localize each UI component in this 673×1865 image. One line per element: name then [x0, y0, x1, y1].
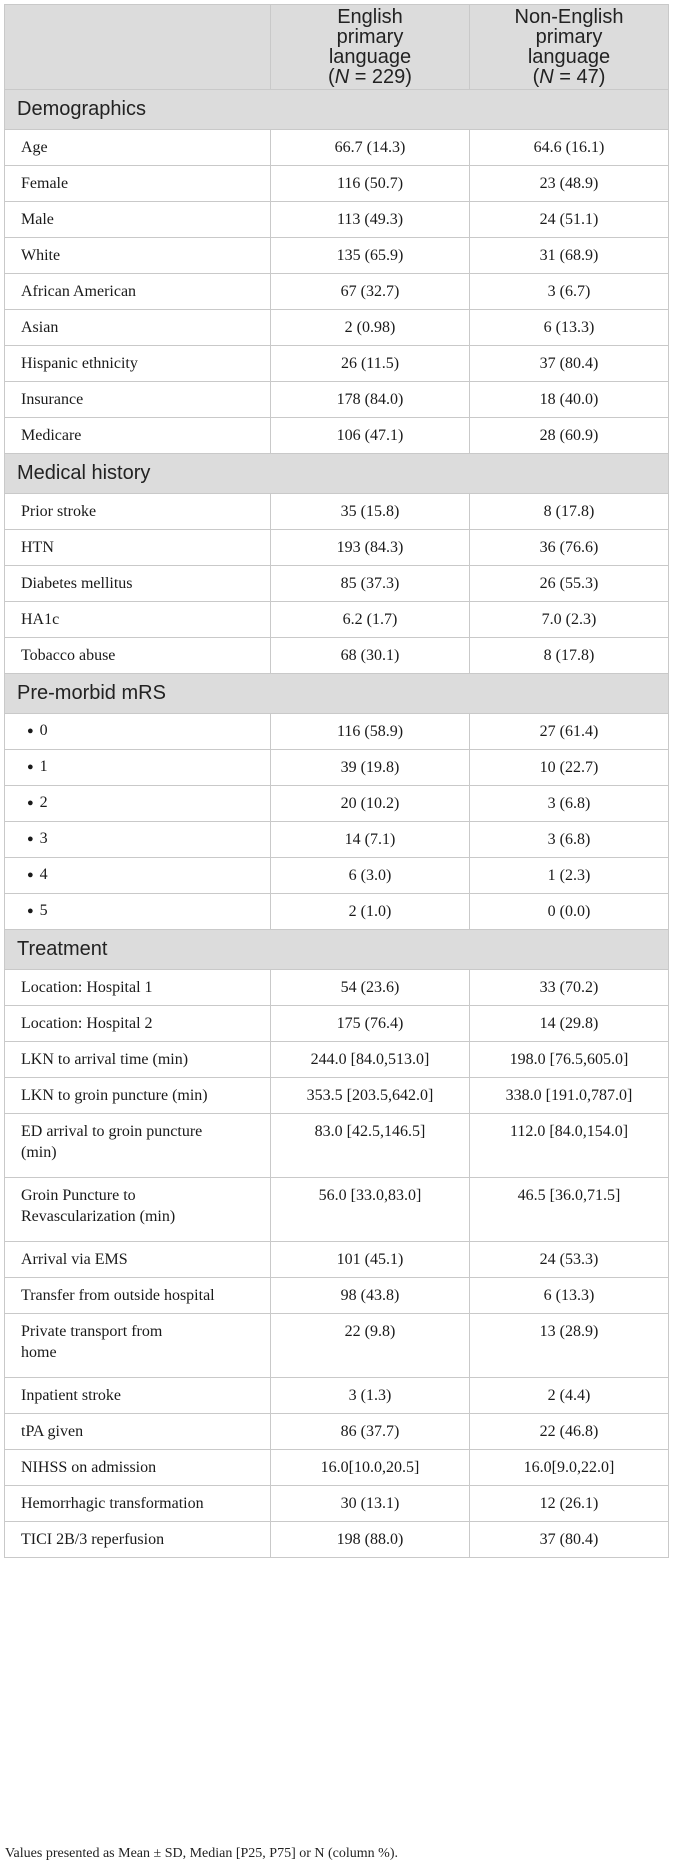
- table-row: [5, 1450, 669, 1486]
- section-treatment: [5, 930, 669, 970]
- value-non-english: 8 (17.8): [470, 494, 669, 530]
- header-english: [271, 5, 470, 90]
- row-label: African American: [5, 274, 271, 310]
- row-label: [5, 750, 271, 786]
- table-row: [5, 1042, 669, 1078]
- value-english: 101 (45.1): [271, 1242, 470, 1278]
- row-label: Female: [5, 166, 271, 202]
- mrs-score: 5: [39, 902, 48, 919]
- value-english: 86 (37.7): [271, 1414, 470, 1450]
- row-label-line1: ED arrival to groin puncture: [21, 1123, 203, 1140]
- row-label: White: [5, 238, 271, 274]
- row-label: Tobacco abuse: [5, 638, 271, 674]
- value-english: 14 (7.1): [271, 822, 470, 858]
- table-row: [5, 130, 669, 166]
- value-non-english: 46.5 [36.0,71.5]: [470, 1178, 669, 1242]
- bullet-icon: [27, 722, 40, 739]
- row-label: NIHSS on admission: [5, 1450, 271, 1486]
- row-label: TICI 2B/3 reperfusion: [5, 1522, 271, 1558]
- value-english: 106 (47.1): [271, 418, 470, 454]
- value-non-english: 6 (13.3): [470, 310, 669, 346]
- table-row: [5, 1114, 669, 1178]
- value-english: 39 (19.8): [271, 750, 470, 786]
- value-english: 116 (50.7): [271, 166, 470, 202]
- table-row: [5, 858, 669, 894]
- row-label: [5, 822, 271, 858]
- header-english-n-prefix: (: [328, 66, 335, 88]
- table-row: [5, 566, 669, 602]
- bullet-icon: [27, 902, 40, 919]
- header-non-english-line1: Non-English: [514, 6, 624, 28]
- table-row: [5, 714, 669, 750]
- value-non-english: 3 (6.8): [470, 786, 669, 822]
- header-english-n-symbol: N: [334, 66, 350, 88]
- value-english: 68 (30.1): [271, 638, 470, 674]
- row-label: HA1c: [5, 602, 271, 638]
- value-english: 178 (84.0): [271, 382, 470, 418]
- table-row: [5, 1078, 669, 1114]
- value-english: 35 (15.8): [271, 494, 470, 530]
- value-english: 26 (11.5): [271, 346, 470, 382]
- row-label-line2: (min): [21, 1144, 57, 1161]
- value-non-english: 10 (22.7): [470, 750, 669, 786]
- header-non-english: [470, 5, 669, 90]
- row-label: Asian: [5, 310, 271, 346]
- value-non-english: 22 (46.8): [470, 1414, 669, 1450]
- table-row: [5, 346, 669, 382]
- value-non-english: 14 (29.8): [470, 1006, 669, 1042]
- row-label: Location: Hospital 2: [5, 1006, 271, 1042]
- row-label: tPA given: [5, 1414, 271, 1450]
- value-non-english: 3 (6.7): [470, 274, 669, 310]
- table-footnote: Values presented as Mean ± SD, Median [P25, P75] or N (column %).: [5, 1846, 398, 1861]
- value-english: 244.0 [84.0,513.0]: [271, 1042, 470, 1078]
- header-non-english-n-symbol: N: [539, 66, 554, 88]
- value-english: 198 (88.0): [271, 1522, 470, 1558]
- row-label: Medicare: [5, 418, 271, 454]
- row-label-line1: Private transport from: [21, 1323, 163, 1340]
- row-label: HTN: [5, 530, 271, 566]
- value-non-english: 26 (55.3): [470, 566, 669, 602]
- value-english: 98 (43.8): [271, 1278, 470, 1314]
- value-english: 353.5 [203.5,642.0]: [271, 1078, 470, 1114]
- table-row: [5, 638, 669, 674]
- row-label: [5, 1314, 271, 1378]
- row-label: Hispanic ethnicity: [5, 346, 271, 382]
- mrs-score: 4: [39, 866, 48, 883]
- mrs-score: 0: [39, 722, 48, 739]
- table-row: [5, 1242, 669, 1278]
- row-label: Diabetes mellitus: [5, 566, 271, 602]
- header-blank-cell: [5, 5, 271, 90]
- section-title: Treatment: [5, 930, 669, 970]
- table-row: [5, 1314, 669, 1378]
- value-non-english: 198.0 [76.5,605.0]: [470, 1042, 669, 1078]
- mrs-score: 2: [39, 794, 48, 811]
- value-non-english: 36 (76.6): [470, 530, 669, 566]
- value-english: 83.0 [42.5,146.5]: [271, 1114, 470, 1178]
- table-row: [5, 382, 669, 418]
- table-row: [5, 970, 669, 1006]
- table-row: [5, 202, 669, 238]
- table-row: [5, 310, 669, 346]
- mrs-score: 3: [39, 830, 48, 847]
- header-non-english-n-prefix: (: [532, 66, 540, 88]
- value-non-english: 1 (2.3): [470, 858, 669, 894]
- header-english-line1: English: [337, 6, 403, 28]
- value-non-english: 7.0 (2.3): [470, 602, 669, 638]
- table-row: [5, 274, 669, 310]
- value-non-english: 31 (68.9): [470, 238, 669, 274]
- row-label: Insurance: [5, 382, 271, 418]
- value-non-english: 338.0 [191.0,787.0]: [470, 1078, 669, 1114]
- table-row: [5, 1278, 669, 1314]
- value-english: 116 (58.9): [271, 714, 470, 750]
- table-row: [5, 822, 669, 858]
- value-non-english: 27 (61.4): [470, 714, 669, 750]
- section-title: Demographics: [5, 90, 669, 130]
- row-label: [5, 858, 271, 894]
- value-non-english: 28 (60.9): [470, 418, 669, 454]
- mrs-score: 1: [39, 758, 48, 775]
- row-label: LKN to arrival time (min): [5, 1042, 271, 1078]
- value-non-english: 37 (80.4): [470, 346, 669, 382]
- table-row: [5, 166, 669, 202]
- table-row: [5, 1486, 669, 1522]
- value-non-english: 64.6 (16.1): [470, 130, 669, 166]
- characteristics-table: [4, 4, 669, 1558]
- value-non-english: 16.0[9.0,22.0]: [470, 1450, 669, 1486]
- header-english-n-suffix: = 229): [349, 66, 412, 88]
- value-english: 30 (13.1): [271, 1486, 470, 1522]
- value-english: 67 (32.7): [271, 274, 470, 310]
- value-non-english: 6 (13.3): [470, 1278, 669, 1314]
- value-english: 54 (23.6): [271, 970, 470, 1006]
- header-non-english-n-suffix: = 47): [553, 66, 606, 88]
- value-non-english: 18 (40.0): [470, 382, 669, 418]
- table-row: [5, 1414, 669, 1450]
- value-non-english: 37 (80.4): [470, 1522, 669, 1558]
- table-row: [5, 238, 669, 274]
- value-english: 2 (1.0): [271, 894, 470, 930]
- value-non-english: 13 (28.9): [470, 1314, 669, 1378]
- value-english: 175 (76.4): [271, 1006, 470, 1042]
- bullet-icon: [27, 758, 40, 775]
- row-label: [5, 1114, 271, 1178]
- value-english: 22 (9.8): [271, 1314, 470, 1378]
- value-non-english: 8 (17.8): [470, 638, 669, 674]
- value-non-english: 3 (6.8): [470, 822, 669, 858]
- row-label: Hemorrhagic transformation: [5, 1486, 271, 1522]
- value-english: 113 (49.3): [271, 202, 470, 238]
- value-non-english: 24 (53.3): [470, 1242, 669, 1278]
- table-row: [5, 1522, 669, 1558]
- table-row: [5, 1006, 669, 1042]
- row-label: [5, 894, 271, 930]
- bullet-icon: [27, 830, 40, 847]
- row-label-line2: Revascularization (min): [21, 1208, 176, 1225]
- table-row: [5, 786, 669, 822]
- value-english: 6.2 (1.7): [271, 602, 470, 638]
- value-english: 66.7 (14.3): [271, 130, 470, 166]
- value-english: 3 (1.3): [271, 1378, 470, 1414]
- row-label: [5, 786, 271, 822]
- row-label: Location: Hospital 1: [5, 970, 271, 1006]
- table-row: [5, 530, 669, 566]
- row-label-line1: Groin Puncture to: [21, 1187, 136, 1204]
- value-english: 85 (37.3): [271, 566, 470, 602]
- section-demographics: [5, 90, 669, 130]
- table-header-row: [5, 5, 669, 90]
- value-non-english: 12 (26.1): [470, 1486, 669, 1522]
- table-row: [5, 1378, 669, 1414]
- bullet-icon: [27, 866, 40, 883]
- row-label-line2: home: [21, 1344, 57, 1361]
- row-label: LKN to groin puncture (min): [5, 1078, 271, 1114]
- bullet-icon: [27, 794, 40, 811]
- row-label: [5, 1178, 271, 1242]
- value-english: 6 (3.0): [271, 858, 470, 894]
- header-non-english-line3: language: [527, 46, 611, 68]
- row-label: Arrival via EMS: [5, 1242, 271, 1278]
- header-english-line2: primary: [336, 26, 404, 48]
- value-english: 20 (10.2): [271, 786, 470, 822]
- value-non-english: 112.0 [84.0,154.0]: [470, 1114, 669, 1178]
- table-row: [5, 494, 669, 530]
- row-label: Male: [5, 202, 271, 238]
- table-row: [5, 418, 669, 454]
- value-english: 193 (84.3): [271, 530, 470, 566]
- table-row: [5, 750, 669, 786]
- row-label: Prior stroke: [5, 494, 271, 530]
- value-non-english: 23 (48.9): [470, 166, 669, 202]
- section-premorbid-mrs: [5, 674, 669, 714]
- value-non-english: 24 (51.1): [470, 202, 669, 238]
- table-row: [5, 602, 669, 638]
- value-english: 56.0 [33.0,83.0]: [271, 1178, 470, 1242]
- section-title: Medical history: [5, 454, 669, 494]
- section-medical-history: [5, 454, 669, 494]
- value-non-english: 2 (4.4): [470, 1378, 669, 1414]
- row-label: Inpatient stroke: [5, 1378, 271, 1414]
- row-label: [5, 714, 271, 750]
- value-non-english: 33 (70.2): [470, 970, 669, 1006]
- header-non-english-line2: primary: [535, 26, 603, 48]
- table-row: [5, 894, 669, 930]
- value-english: 16.0[10.0,20.5]: [271, 1450, 470, 1486]
- header-english-line3: language: [328, 46, 412, 68]
- row-label: Age: [5, 130, 271, 166]
- value-english: 135 (65.9): [271, 238, 470, 274]
- row-label: Transfer from outside hospital: [5, 1278, 271, 1314]
- value-english: 2 (0.98): [271, 310, 470, 346]
- table-row: [5, 1178, 669, 1242]
- section-title: Pre-morbid mRS: [5, 674, 669, 714]
- value-non-english: 0 (0.0): [470, 894, 669, 930]
